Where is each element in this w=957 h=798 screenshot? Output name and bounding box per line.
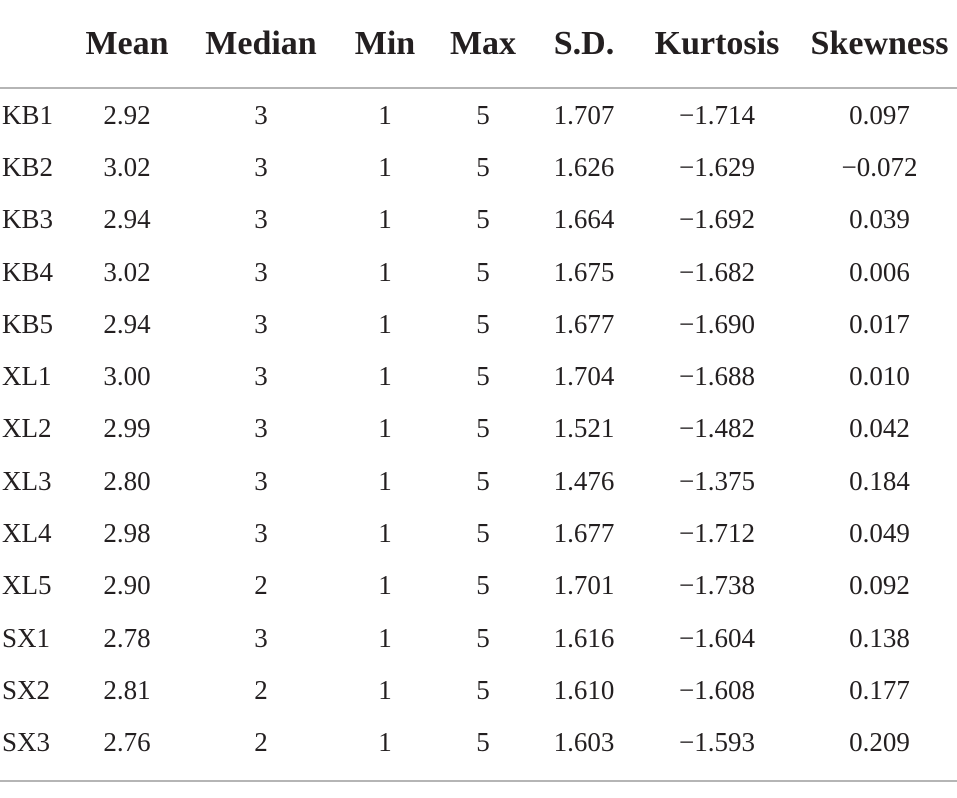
cell-mean: 2.94 (103, 204, 151, 235)
table-row (0, 664, 957, 716)
cell-min: 1 (378, 308, 392, 339)
cell-median: 3 (254, 99, 268, 130)
cell-min: 1 (378, 151, 392, 182)
cell-variable: SX1 (2, 622, 51, 653)
header-skewness: Skewness (802, 0, 957, 88)
cell-mean: 3.00 (103, 361, 151, 392)
table-row (0, 141, 957, 193)
header-median: Median (182, 0, 340, 88)
cell-sd: 1.476 (553, 465, 615, 496)
table-row (0, 350, 957, 402)
cell-min: 1 (378, 622, 392, 653)
cell-max: 5 (476, 308, 490, 339)
cell-median: 2 (254, 727, 268, 758)
cell-mean: 2.99 (103, 413, 151, 444)
cell-variable: XL3 (2, 465, 52, 496)
cell-mean: 2.78 (103, 622, 151, 653)
cell-skewness: 0.184 (849, 465, 910, 496)
header-min: Min (340, 0, 430, 88)
cell-min: 1 (378, 674, 392, 705)
cell-kurtosis: −1.629 (679, 151, 755, 182)
cell-min: 1 (378, 256, 392, 287)
cell-min: 1 (378, 465, 392, 496)
cell-max: 5 (476, 99, 490, 130)
cell-max: 5 (476, 151, 490, 182)
cell-sd: 1.701 (553, 570, 615, 601)
cell-variable: KB1 (2, 99, 54, 130)
cell-skewness: 0.017 (849, 308, 910, 339)
table-row (0, 88, 957, 141)
cell-kurtosis: −1.604 (679, 622, 755, 653)
cell-sd: 1.704 (553, 361, 615, 392)
header-kurtosis: Kurtosis (632, 0, 802, 88)
cell-mean: 3.02 (103, 151, 151, 182)
cell-skewness: 0.039 (849, 204, 910, 235)
cell-median: 3 (254, 256, 268, 287)
cell-variable: SX2 (2, 674, 51, 705)
cell-median: 2 (254, 674, 268, 705)
cell-skewness: 0.177 (849, 674, 910, 705)
cell-median: 3 (254, 361, 268, 392)
cell-mean: 2.81 (103, 674, 151, 705)
cell-variable: XL1 (2, 361, 52, 392)
cell-min: 1 (378, 204, 392, 235)
cell-kurtosis: −1.375 (679, 465, 755, 496)
table-row (0, 298, 957, 350)
cell-max: 5 (476, 727, 490, 758)
cell-skewness: 0.097 (849, 99, 910, 130)
cell-mean: 2.98 (103, 518, 151, 549)
cell-variable: KB3 (2, 204, 54, 235)
cell-mean: 2.90 (103, 570, 151, 601)
cell-variable: SX3 (2, 727, 51, 758)
cell-kurtosis: −1.682 (679, 256, 755, 287)
cell-max: 5 (476, 361, 490, 392)
cell-median: 3 (254, 413, 268, 444)
cell-sd: 1.677 (553, 518, 615, 549)
cell-skewness: −0.072 (841, 151, 918, 182)
cell-median: 2 (254, 570, 268, 601)
cell-sd: 1.626 (553, 151, 615, 182)
cell-mean: 3.02 (103, 256, 151, 287)
cell-sd: 1.675 (553, 256, 615, 287)
cell-max: 5 (476, 413, 490, 444)
table-row (0, 507, 957, 559)
cell-max: 5 (476, 465, 490, 496)
cell-min: 1 (378, 361, 392, 392)
cell-kurtosis: −1.738 (679, 570, 755, 601)
cell-median: 3 (254, 151, 268, 182)
header-variable (0, 0, 72, 88)
cell-mean: 2.80 (103, 465, 151, 496)
table-row (0, 403, 957, 455)
cell-max: 5 (476, 204, 490, 235)
header-sd: S.D. (536, 0, 632, 88)
table-row (0, 194, 957, 246)
cell-median: 3 (254, 308, 268, 339)
cell-mean: 2.92 (103, 99, 151, 130)
cell-min: 1 (378, 99, 392, 130)
cell-variable: KB4 (2, 256, 54, 287)
cell-sd: 1.610 (553, 674, 615, 705)
cell-variable: XL2 (2, 413, 52, 444)
table-row (0, 246, 957, 298)
cell-skewness: 0.006 (849, 256, 910, 287)
header-max: Max (430, 0, 536, 88)
cell-variable: XL4 (2, 518, 52, 549)
cell-max: 5 (476, 256, 490, 287)
cell-sd: 1.603 (553, 727, 615, 758)
cell-variable: XL5 (2, 570, 52, 601)
table-body (0, 88, 957, 769)
cell-variable: KB2 (2, 151, 54, 182)
cell-skewness: 0.010 (849, 361, 910, 392)
table-row (0, 717, 957, 769)
cell-median: 3 (254, 204, 268, 235)
cell-skewness: 0.092 (849, 570, 910, 601)
header-mean: Mean (72, 0, 182, 88)
cell-kurtosis: −1.688 (679, 361, 755, 392)
cell-sd: 1.616 (553, 622, 615, 653)
cell-sd: 1.707 (553, 99, 615, 130)
cell-kurtosis: −1.714 (679, 99, 755, 130)
cell-max: 5 (476, 674, 490, 705)
cell-min: 1 (378, 413, 392, 444)
table-bottom-rule (0, 780, 957, 782)
table-row (0, 612, 957, 664)
cell-min: 1 (378, 570, 392, 601)
cell-max: 5 (476, 518, 490, 549)
table-row (0, 455, 957, 507)
cell-mean: 2.94 (103, 308, 151, 339)
cell-kurtosis: −1.608 (679, 674, 755, 705)
cell-variable: KB5 (2, 308, 54, 339)
cell-kurtosis: −1.712 (679, 518, 755, 549)
cell-kurtosis: −1.692 (679, 204, 755, 235)
cell-sd: 1.664 (553, 204, 615, 235)
cell-max: 5 (476, 622, 490, 653)
table-row (0, 560, 957, 612)
cell-kurtosis: −1.690 (679, 308, 755, 339)
cell-min: 1 (378, 727, 392, 758)
cell-kurtosis: −1.593 (679, 727, 755, 758)
cell-median: 3 (254, 465, 268, 496)
cell-skewness: 0.209 (849, 727, 910, 758)
cell-skewness: 0.138 (849, 622, 910, 653)
cell-skewness: 0.049 (849, 518, 910, 549)
cell-median: 3 (254, 518, 268, 549)
cell-median: 3 (254, 622, 268, 653)
header-row (0, 0, 957, 88)
cell-kurtosis: −1.482 (679, 413, 755, 444)
cell-max: 5 (476, 570, 490, 601)
cell-skewness: 0.042 (849, 413, 910, 444)
cell-sd: 1.677 (553, 308, 615, 339)
cell-min: 1 (378, 518, 392, 549)
cell-mean: 2.76 (103, 727, 151, 758)
cell-sd: 1.521 (553, 413, 615, 444)
